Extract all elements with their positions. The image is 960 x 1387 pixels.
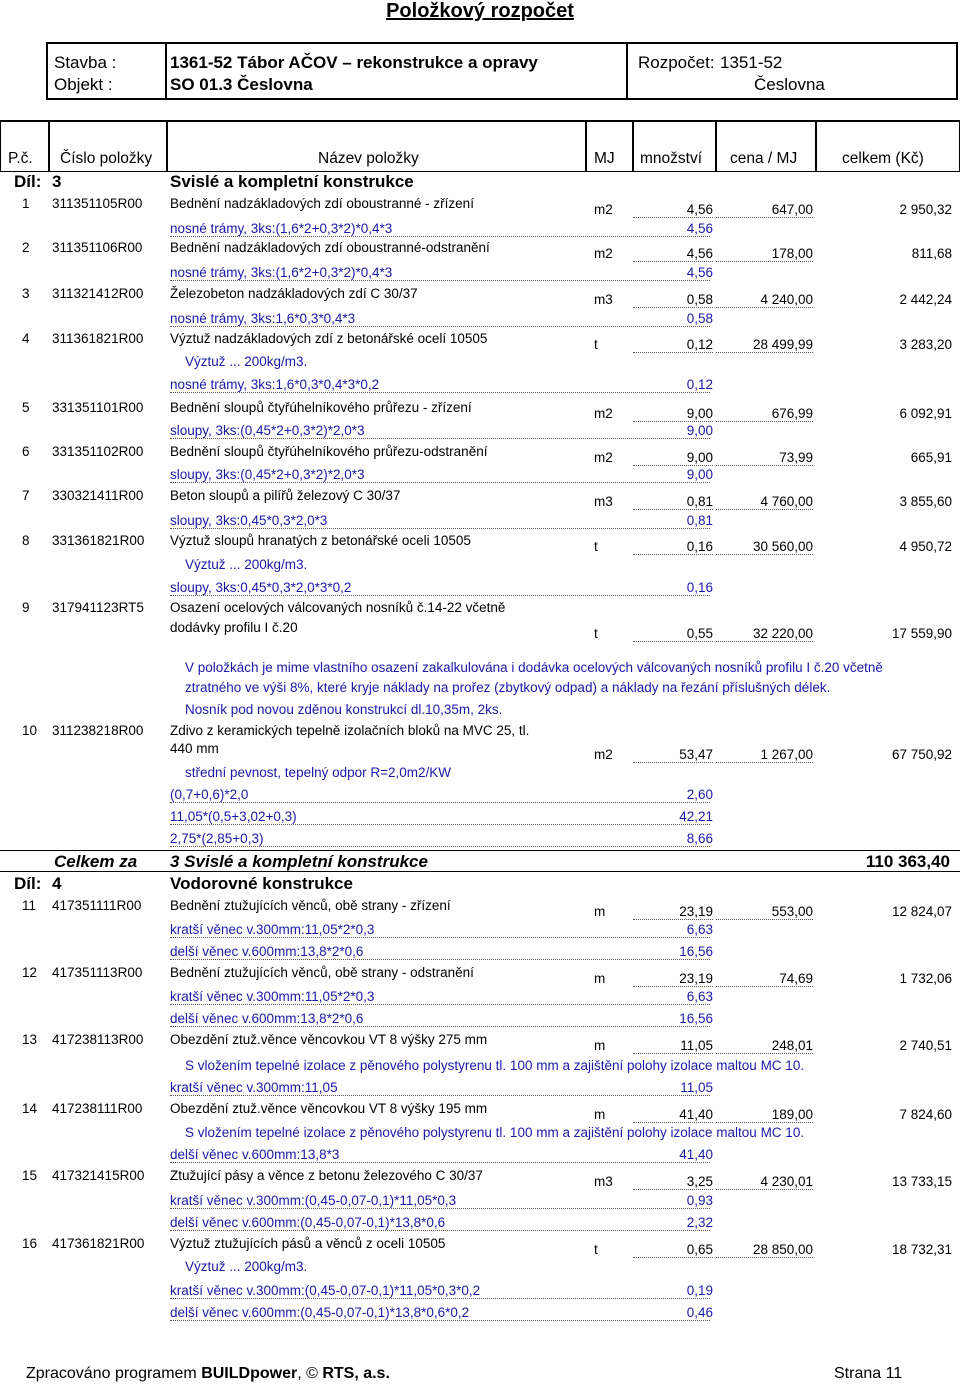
item-code: 317941123RT5 bbox=[52, 600, 144, 615]
item-row bbox=[0, 286, 960, 306]
item-name: Výztuž ztužujících pásů a věnců z oceli 10505 bbox=[170, 1236, 446, 1251]
item-name: Ztužující pásy a věnce z betonu železového C 30/37 bbox=[170, 1168, 483, 1183]
col-pc: P.č. bbox=[8, 150, 33, 167]
item-unit: m bbox=[594, 971, 606, 986]
calculation-row bbox=[0, 265, 960, 283]
calculation-formula: kratší věnec v.300mm:11,05 bbox=[170, 1080, 710, 1096]
item-number: 1 bbox=[22, 196, 30, 211]
column-header bbox=[0, 120, 960, 172]
item-quantity: 9,00 bbox=[633, 450, 713, 466]
item-total: 2 950,32 bbox=[899, 202, 952, 217]
item-unit: t bbox=[594, 626, 598, 641]
calculation-formula: sloupy, 3ks:0,45*0,3*2,0*3*0,2 bbox=[170, 580, 710, 596]
section-header: Díl: 4 Vodorovné konstrukce bbox=[14, 874, 353, 893]
calculation-row bbox=[0, 580, 960, 598]
col-qty: množství bbox=[640, 150, 703, 167]
objekt-value: SO 01.3 Česlovna bbox=[170, 75, 313, 94]
item-name: Beton sloupů a pilířů železový C 30/37 bbox=[170, 488, 401, 503]
item-row bbox=[0, 196, 960, 216]
item-code: 311361821R00 bbox=[52, 331, 144, 346]
item-row bbox=[0, 533, 960, 553]
item-row bbox=[0, 331, 960, 351]
item-quantity: 3,25 bbox=[633, 1174, 713, 1190]
item-total: 67 750,92 bbox=[891, 747, 952, 762]
calculation-row bbox=[0, 1283, 960, 1301]
col-mj: MJ bbox=[594, 150, 615, 167]
calculation-formula: delší věnec v.600mm:13,8*3 bbox=[170, 1147, 710, 1163]
calculation-formula: delší věnec v.600mm:(0,45-0,07-0,1)*13,8*0,6 bbox=[170, 1215, 710, 1231]
item-unit-price: 28 850,00 bbox=[716, 1242, 813, 1258]
item-unit-price: 248,01 bbox=[716, 1038, 813, 1054]
calculation-row bbox=[0, 1305, 960, 1323]
calculation-row bbox=[0, 1215, 960, 1233]
item-number: 5 bbox=[22, 400, 30, 415]
rozpocet-name: Česlovna bbox=[754, 75, 825, 94]
calculation-quantity: 9,00 bbox=[686, 423, 713, 438]
calculation-formula: kratší věnec v.300mm:(0,45-0,07-0,1)*11,05*0,3 bbox=[170, 1193, 710, 1209]
item-name: Výztuž nadzákladových zdí z betonářské ocelí 10505 bbox=[170, 331, 488, 346]
item-number: 11 bbox=[22, 898, 37, 913]
item-row bbox=[0, 723, 960, 762]
item-quantity: 0,58 bbox=[633, 292, 713, 308]
item-unit: m bbox=[594, 1038, 606, 1053]
item-total: 1 732,06 bbox=[899, 971, 952, 986]
item-total: 13 733,15 bbox=[891, 1174, 952, 1189]
item-code: 331361821R00 bbox=[52, 533, 145, 548]
col-price: cena / MJ bbox=[730, 150, 798, 167]
item-unit-price: 28 499,99 bbox=[716, 337, 813, 353]
item-code: 311351105R00 bbox=[52, 196, 143, 211]
calculation-quantity: 4,56 bbox=[686, 221, 713, 236]
item-quantity: 0,81 bbox=[633, 494, 713, 510]
item-unit: m3 bbox=[594, 292, 613, 307]
item-quantity: 23,19 bbox=[633, 971, 713, 987]
stavba-value: 1361-52 Tábor AČOV – rekonstrukce a opravy bbox=[170, 53, 538, 72]
item-row bbox=[0, 965, 960, 985]
calculation-row bbox=[0, 1193, 960, 1211]
calculation-row bbox=[0, 831, 960, 849]
item-number: 14 bbox=[22, 1101, 38, 1116]
item-code: 330321411R00 bbox=[52, 488, 144, 503]
item-name: Železobeton nadzákladových zdí C 30/37 bbox=[170, 286, 418, 301]
note-text: V položkách je mime vlastního osazení zakalkulována i dodávka ocelových válcovaných nosníků profilu I č.20 včetně bbox=[185, 660, 883, 675]
item-row bbox=[0, 1101, 960, 1121]
item-total: 2 442,24 bbox=[899, 292, 952, 307]
item-total: 2 740,51 bbox=[899, 1038, 952, 1053]
item-code: 417321415R00 bbox=[52, 1168, 145, 1183]
calculation-quantity: 2,60 bbox=[686, 787, 713, 802]
calculation-quantity: 0,19 bbox=[686, 1283, 713, 1298]
item-name: Bednění nadzákladových zdí oboustranné - zřízení bbox=[170, 196, 474, 211]
rozpocet-label: Rozpočet: bbox=[638, 53, 715, 72]
objekt-label: Objekt : bbox=[54, 75, 113, 94]
stavba-label: Stavba : bbox=[54, 53, 117, 72]
calculation-row bbox=[0, 377, 960, 395]
item-unit-price: 32 220,00 bbox=[716, 626, 813, 642]
item-unit: m2 bbox=[594, 246, 613, 261]
item-number: 9 bbox=[22, 600, 30, 615]
item-unit-price: 189,00 bbox=[716, 1107, 813, 1123]
calculation-formula: nosné trámy, 3ks:1,6*0,3*0,4*3*0,2 bbox=[170, 377, 710, 393]
item-quantity: 0,65 bbox=[633, 1242, 713, 1258]
col-total: celkem (Kč) bbox=[842, 150, 924, 167]
item-quantity: 41,40 bbox=[633, 1107, 713, 1123]
item-total: 811,68 bbox=[911, 246, 952, 261]
col-code: Číslo položky bbox=[60, 150, 153, 167]
note-text: Výztuž ... 200kg/m3. bbox=[185, 354, 308, 369]
item-total: 665,91 bbox=[910, 450, 952, 465]
calculation-row bbox=[0, 922, 960, 940]
item-name: Obezdění ztuž.věnce věncovkou VT 8 výšky 195 mm bbox=[170, 1101, 488, 1116]
calculation-quantity: 2,32 bbox=[686, 1215, 713, 1230]
item-quantity: 4,56 bbox=[633, 202, 713, 218]
calculation-quantity: 42,21 bbox=[679, 809, 713, 824]
item-code: 417238113R00 bbox=[52, 1032, 144, 1047]
item-unit-price: 73,99 bbox=[716, 450, 813, 466]
calculation-quantity: 41,40 bbox=[679, 1147, 713, 1162]
calculation-formula: delší věnec v.600mm:13,8*2*0,6 bbox=[170, 1011, 710, 1027]
item-code: 311321412R00 bbox=[52, 286, 144, 301]
item-name: Bednění ztužujících věnců, obě strany - odstranění bbox=[170, 965, 474, 980]
item-unit-price: 4 240,00 bbox=[716, 292, 813, 308]
calculation-row bbox=[0, 423, 960, 441]
item-number: 13 bbox=[22, 1032, 38, 1047]
item-code: 311351106R00 bbox=[52, 240, 143, 255]
item-total: 17 559,90 bbox=[891, 626, 952, 641]
item-name: Osazení ocelových válcovaných nosníků č.14-22 včetně bbox=[170, 600, 506, 615]
rozpocet-value: 1351-52 bbox=[720, 53, 783, 72]
calculation-row bbox=[0, 513, 960, 531]
item-number: 10 bbox=[22, 723, 38, 738]
item-unit: t bbox=[594, 337, 598, 352]
footer-credit: Zpracováno programem BUILDpower, © RTS, a.s. bbox=[26, 1365, 390, 1382]
item-number: 6 bbox=[22, 444, 30, 459]
item-row bbox=[0, 488, 960, 508]
calculation-formula: nosné trámy, 3ks:(1,6*2+0,3*2)*0,4*3 bbox=[170, 221, 710, 237]
item-code: 417238111R00 bbox=[52, 1101, 143, 1116]
item-quantity: 0,16 bbox=[633, 539, 713, 555]
item-number: 2 bbox=[22, 240, 30, 255]
item-code: 417361821R00 bbox=[52, 1236, 145, 1251]
item-unit-price: 30 560,00 bbox=[716, 539, 813, 555]
item-unit-price: 553,00 bbox=[716, 904, 813, 920]
item-total: 3 283,20 bbox=[899, 337, 952, 352]
item-unit: m3 bbox=[594, 1174, 613, 1189]
item-quantity: 9,00 bbox=[633, 406, 713, 422]
item-name-continued: dodávky profilu I č.20 bbox=[170, 620, 298, 635]
calculation-formula: nosné trámy, 3ks:1,6*0,3*0,4*3 bbox=[170, 311, 710, 327]
item-row bbox=[0, 444, 960, 464]
item-total: 4 950,72 bbox=[899, 539, 952, 554]
calculation-row bbox=[0, 989, 960, 1007]
item-total: 18 732,31 bbox=[891, 1242, 952, 1257]
calculation-row bbox=[0, 1147, 960, 1165]
calculation-formula: delší věnec v.600mm:(0,45-0,07-0,1)*13,8*0,6*0,2 bbox=[170, 1305, 710, 1321]
calculation-quantity: 0,81 bbox=[686, 513, 713, 528]
col-name: Název položky bbox=[318, 150, 419, 167]
item-number: 7 bbox=[22, 488, 30, 503]
calculation-quantity: 4,56 bbox=[686, 265, 713, 280]
note-text: S vložením tepelné izolace z pěnového polystyrenu tl. 100 mm a zajištění polohy izolace maltou MC 10. bbox=[185, 1125, 805, 1140]
calculation-quantity: 8,66 bbox=[686, 831, 713, 846]
item-total: 6 092,91 bbox=[899, 406, 952, 421]
item-code: 417351113R00 bbox=[52, 965, 143, 980]
item-unit: m2 bbox=[594, 747, 613, 762]
item-unit: m bbox=[594, 1107, 606, 1122]
item-quantity: 11,05 bbox=[633, 1038, 713, 1054]
calculation-formula: 2,75*(2,85+0,3) bbox=[170, 831, 710, 847]
item-name: Bednění sloupů čtyřúhelníkového průřezu - zřízení bbox=[170, 400, 472, 415]
item-name: Bednění sloupů čtyřúhelníkového průřezu-odstranění bbox=[170, 444, 488, 459]
item-name: Bednění ztužujících věnců, obě strany - zřízení bbox=[170, 898, 451, 913]
calculation-formula: 11,05*(0,5+3,02+0,3) bbox=[170, 809, 710, 825]
calculation-formula: (0,7+0,6)*2,0 bbox=[170, 787, 710, 803]
calculation-quantity: 6,63 bbox=[686, 922, 713, 937]
note-text: S vložením tepelné izolace z pěnového polystyrenu tl. 100 mm a zajištění polohy izolace maltou MC 10. bbox=[185, 1058, 805, 1073]
item-number: 12 bbox=[22, 965, 38, 980]
item-code: 417351111R00 bbox=[52, 898, 142, 913]
item-unit-price: 178,00 bbox=[716, 246, 813, 262]
item-unit: m3 bbox=[594, 494, 613, 509]
item-unit: m2 bbox=[594, 450, 613, 465]
item-unit-price: 676,99 bbox=[716, 406, 813, 422]
item-code: 311238218R00 bbox=[52, 723, 144, 738]
item-number: 3 bbox=[22, 286, 30, 301]
calculation-row bbox=[0, 787, 960, 805]
item-unit: m2 bbox=[594, 406, 613, 421]
note-text: Výztuž ... 200kg/m3. bbox=[185, 557, 308, 572]
item-name: Výztuž sloupů hranatých z betonářské oceli 10505 bbox=[170, 533, 471, 548]
calculation-quantity: 0,93 bbox=[686, 1193, 713, 1208]
item-row bbox=[0, 400, 960, 420]
calculation-row bbox=[0, 1080, 960, 1098]
calculation-quantity: 0,46 bbox=[686, 1305, 713, 1320]
note-text: ztratného ve výši 8%, které kryje náklady na prořez (zbytkový odpad) a náklady na řezání příslušných délek. bbox=[185, 680, 831, 695]
item-quantity: 53,47 bbox=[633, 747, 713, 763]
item-quantity: 0,12 bbox=[633, 337, 713, 353]
note-text: Výztuž ... 200kg/m3. bbox=[185, 1259, 308, 1274]
item-unit: m2 bbox=[594, 202, 613, 217]
item-number: 16 bbox=[22, 1236, 38, 1251]
item-quantity: 0,55 bbox=[633, 626, 713, 642]
item-total: 3 855,60 bbox=[899, 494, 952, 509]
item-name: Obezdění ztuž.věnce věncovkou VT 8 výšky 275 mm bbox=[170, 1032, 488, 1047]
calculation-quantity: 16,56 bbox=[679, 1011, 713, 1026]
item-quantity: 23,19 bbox=[633, 904, 713, 920]
item-unit: t bbox=[594, 1242, 598, 1257]
item-number: 8 bbox=[22, 533, 30, 548]
calculation-formula: nosné trámy, 3ks:(1,6*2+0,3*2)*0,4*3 bbox=[170, 265, 710, 281]
item-total: 7 824,60 bbox=[899, 1107, 952, 1122]
item-row bbox=[0, 1032, 960, 1052]
item-unit-price: 4 230,01 bbox=[716, 1174, 813, 1190]
calculation-formula: kratší věnec v.300mm:(0,45-0,07-0,1)*11,05*0,3*0,2 bbox=[170, 1283, 710, 1299]
calculation-quantity: 0,16 bbox=[686, 580, 713, 595]
item-unit-price: 74,69 bbox=[716, 971, 813, 987]
item-row bbox=[0, 898, 960, 918]
calculation-quantity: 16,56 bbox=[679, 944, 713, 959]
calculation-row bbox=[0, 467, 960, 485]
page-title: Položkový rozpočet bbox=[386, 0, 574, 22]
calculation-formula: sloupy, 3ks:(0,45*2+0,3*2)*2,0*3 bbox=[170, 467, 710, 483]
item-quantity: 4,56 bbox=[633, 246, 713, 262]
calculation-formula: sloupy, 3ks:(0,45*2+0,3*2)*2,0*3 bbox=[170, 423, 710, 439]
item-unit-price: 4 760,00 bbox=[716, 494, 813, 510]
calculation-formula: delší věnec v.600mm:13,8*2*0,6 bbox=[170, 944, 710, 960]
item-number: 4 bbox=[22, 331, 30, 346]
item-name: Bednění nadzákladových zdí oboustranné-odstranění bbox=[170, 240, 490, 255]
calculation-formula: kratší věnec v.300mm:11,05*2*0,3 bbox=[170, 922, 710, 938]
calculation-quantity: 0,12 bbox=[686, 377, 713, 392]
item-unit: t bbox=[594, 539, 598, 554]
item-row bbox=[0, 1168, 960, 1188]
item-unit: m bbox=[594, 904, 606, 919]
item-row bbox=[0, 1236, 960, 1256]
item-row bbox=[0, 600, 960, 641]
item-unit-price: 1 267,00 bbox=[716, 747, 813, 763]
calculation-quantity: 6,63 bbox=[686, 989, 713, 1004]
calculation-row bbox=[0, 221, 960, 239]
item-number: 15 bbox=[22, 1168, 38, 1183]
section-header: Díl: 3 Svislé a kompletní konstrukce bbox=[14, 172, 414, 191]
item-name-continued: 440 mm bbox=[170, 741, 219, 756]
calculation-formula: kratší věnec v.300mm:11,05*2*0,3 bbox=[170, 989, 710, 1005]
item-total: 12 824,07 bbox=[891, 904, 952, 919]
calculation-formula: sloupy, 3ks:0,45*0,3*2,0*3 bbox=[170, 513, 710, 529]
item-code: 331351101R00 bbox=[52, 400, 144, 415]
calculation-quantity: 0,58 bbox=[686, 311, 713, 326]
calculation-row bbox=[0, 311, 960, 329]
calculation-quantity: 11,05 bbox=[680, 1080, 713, 1095]
item-row bbox=[0, 240, 960, 260]
calculation-row bbox=[0, 944, 960, 962]
section-total: Celkem za 3 Svislé a kompletní konstrukce 110 363,40 bbox=[0, 850, 960, 872]
item-name: Zdivo z keramických tepelně izolačních bloků na MVC 25, tl. bbox=[170, 723, 530, 738]
note-text: střední pevnost, tepelný odpor R=2,0m2/KW bbox=[185, 765, 452, 780]
calculation-row bbox=[0, 809, 960, 827]
calculation-row bbox=[0, 1011, 960, 1029]
item-code: 331351102R00 bbox=[52, 444, 144, 459]
note-text: Nosník pod novou zděnou konstrukcí dl.10,35m, 2ks. bbox=[185, 702, 503, 717]
calculation-quantity: 9,00 bbox=[686, 467, 713, 482]
page-number: Strana 11 bbox=[834, 1365, 903, 1382]
item-unit-price: 647,00 bbox=[716, 202, 813, 218]
